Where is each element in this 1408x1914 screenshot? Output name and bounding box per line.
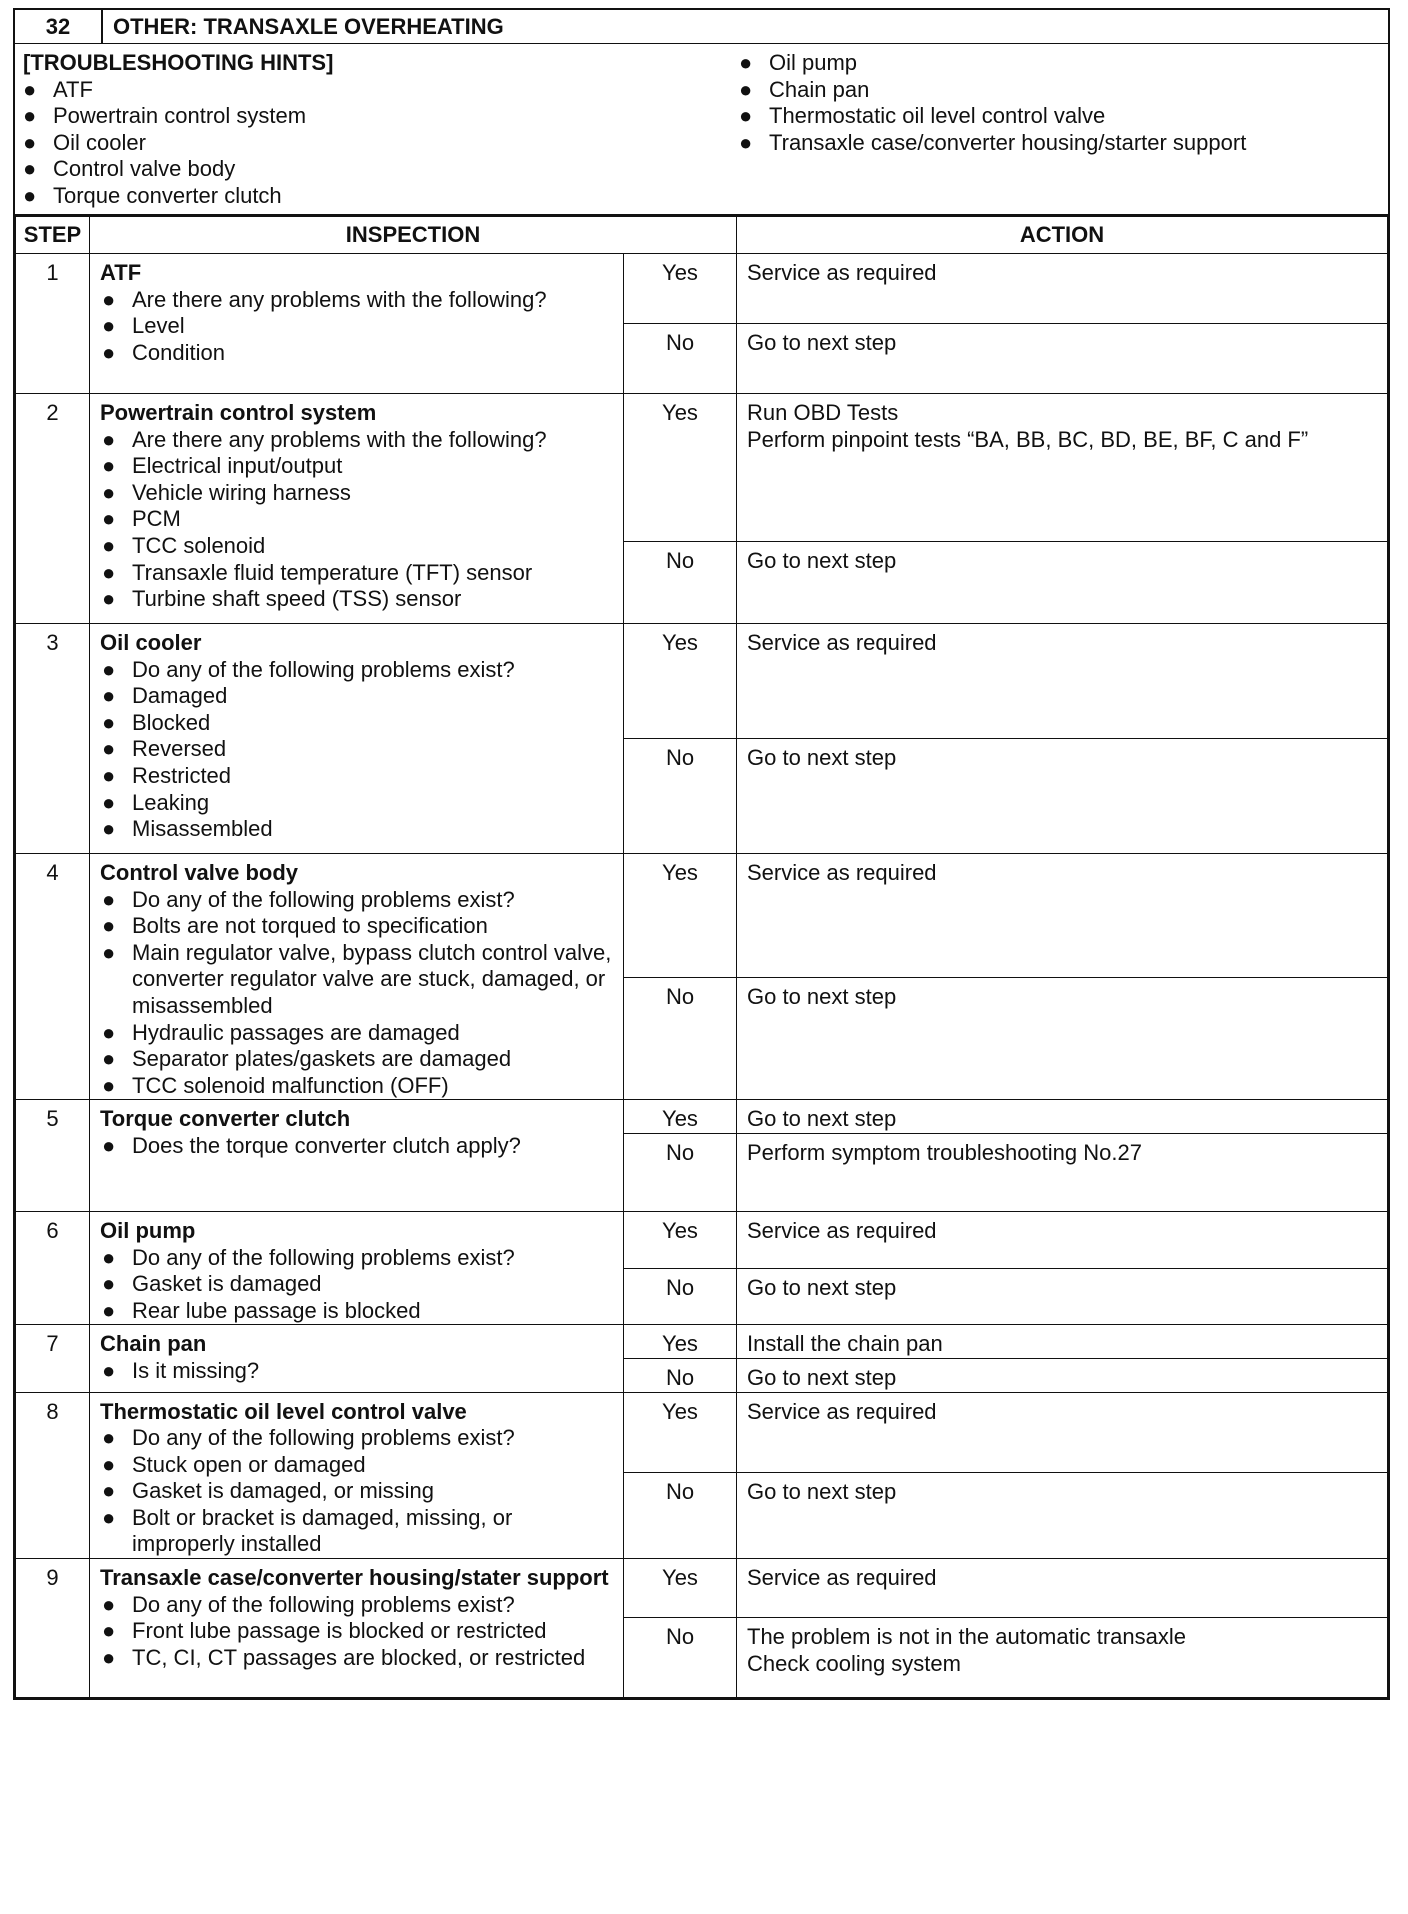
inspection-item bbox=[100, 1298, 615, 1325]
hint-item-text: Oil cooler bbox=[53, 129, 146, 155]
no-label: No bbox=[624, 739, 737, 854]
hint-item-text: Oil pump bbox=[769, 50, 858, 75]
no-action bbox=[737, 1618, 1388, 1698]
inspection-item-text: Level bbox=[132, 313, 185, 339]
step-title: Transaxle case/converter housing/stater support bbox=[100, 1565, 609, 1591]
no-action bbox=[737, 1268, 1388, 1325]
bullet-icon: ● bbox=[23, 156, 37, 181]
action-line: Service as required bbox=[747, 860, 937, 885]
step-number: 3 bbox=[16, 624, 90, 854]
steps-table-wrapper bbox=[13, 216, 1390, 1700]
inspection-item-text: Restricted bbox=[132, 762, 232, 788]
inspection-item bbox=[100, 710, 615, 737]
no-label: No bbox=[624, 978, 737, 1100]
bullet-icon: ● bbox=[102, 339, 116, 365]
bullet-icon: ● bbox=[102, 1072, 116, 1098]
bullet-icon: ● bbox=[102, 559, 116, 585]
yes-action bbox=[737, 854, 1388, 978]
yes-label: Yes bbox=[624, 624, 737, 739]
inspection-item-text: Are there any problems with the following? bbox=[132, 426, 547, 452]
step-inspection bbox=[90, 1325, 624, 1392]
step-inspection bbox=[90, 624, 624, 854]
inspection-item-text: Gasket is damaged bbox=[132, 1271, 322, 1297]
yes-action bbox=[737, 1559, 1388, 1618]
bullet-icon: ● bbox=[102, 286, 116, 312]
action-line: Perform symptom troubleshooting No.27 bbox=[747, 1139, 1142, 1165]
yes-label: Yes bbox=[624, 254, 737, 324]
hint-item-text: Control valve body bbox=[53, 156, 236, 181]
hint-item bbox=[739, 77, 1380, 104]
inspection-item-text: Transaxle fluid temperature (TFT) sensor bbox=[132, 559, 533, 585]
column-header-step: STEP bbox=[16, 217, 90, 254]
step-number: 2 bbox=[16, 394, 90, 624]
inspection-item bbox=[100, 1505, 615, 1558]
step-number: 7 bbox=[16, 1325, 90, 1392]
yes-action bbox=[737, 624, 1388, 739]
hint-item bbox=[23, 77, 739, 104]
inspection-item-text: Rear lube passage is blocked bbox=[132, 1297, 421, 1323]
inspection-item bbox=[100, 480, 615, 507]
yes-label: Yes bbox=[624, 394, 737, 542]
inspection-item bbox=[100, 736, 615, 763]
step-row-yes bbox=[16, 1559, 1388, 1618]
bullet-icon: ● bbox=[102, 1046, 116, 1072]
hints-right-column bbox=[739, 50, 1380, 209]
hint-item-text: Chain pan bbox=[769, 76, 870, 102]
step-inspection bbox=[90, 254, 624, 394]
step-title: Torque converter clutch bbox=[100, 1106, 351, 1132]
column-header-inspection: INSPECTION bbox=[90, 217, 737, 254]
step-number: 9 bbox=[16, 1559, 90, 1698]
bullet-icon: ● bbox=[102, 1591, 116, 1617]
inspection-item-text: Reversed bbox=[132, 736, 227, 762]
inspection-item-text: Bolts are not torqued to specification bbox=[132, 913, 488, 939]
bullet-icon: ● bbox=[102, 1504, 116, 1530]
inspection-item bbox=[100, 340, 615, 367]
bullet-icon: ● bbox=[102, 939, 116, 965]
inspection-item bbox=[100, 506, 615, 533]
bullet-icon: ● bbox=[102, 1357, 116, 1383]
inspection-item bbox=[100, 683, 615, 710]
bullet-icon: ● bbox=[102, 683, 116, 709]
step-row-yes bbox=[16, 254, 1388, 324]
inspection-item-text: Is it missing? bbox=[132, 1357, 260, 1383]
step-title: Oil cooler bbox=[100, 630, 202, 655]
no-action bbox=[737, 324, 1388, 394]
bullet-icon: ● bbox=[102, 1132, 116, 1158]
inspection-item-text: Do any of the following problems exist? bbox=[132, 1591, 515, 1617]
step-number: 1 bbox=[16, 254, 90, 394]
bullet-icon: ● bbox=[102, 506, 116, 532]
step-row-yes bbox=[16, 1211, 1388, 1268]
inspection-item-text: Does the torque converter clutch apply? bbox=[132, 1132, 521, 1158]
inspection-item-text: Separator plates/gaskets are damaged bbox=[132, 1046, 512, 1072]
inspection-item-text: Condition bbox=[132, 339, 225, 365]
bullet-icon: ● bbox=[102, 789, 116, 815]
action-line: Service as required bbox=[747, 1565, 937, 1591]
no-action bbox=[737, 1473, 1388, 1559]
action-line: Go to next step bbox=[747, 745, 897, 770]
hint-item bbox=[23, 103, 739, 130]
step-inspection bbox=[90, 854, 624, 1100]
no-action bbox=[737, 739, 1388, 854]
inspection-item bbox=[100, 1592, 615, 1619]
document-header bbox=[13, 8, 1390, 44]
hint-item-text: Powertrain control system bbox=[53, 103, 307, 128]
step-row-yes bbox=[16, 1100, 1388, 1134]
inspection-item-text: Do any of the following problems exist? bbox=[132, 886, 515, 912]
step-number: 6 bbox=[16, 1211, 90, 1324]
inspection-item-text: Stuck open or damaged bbox=[132, 1451, 366, 1477]
action-line: Go to next step bbox=[747, 1479, 897, 1505]
step-inspection bbox=[90, 1211, 624, 1324]
step-row-yes bbox=[16, 394, 1388, 542]
hints-left-column bbox=[23, 77, 739, 210]
bullet-icon: ● bbox=[102, 1618, 116, 1644]
inspection-item-text: Do any of the following problems exist? bbox=[132, 1425, 515, 1451]
bullet-icon: ● bbox=[102, 1297, 116, 1323]
bullet-icon: ● bbox=[102, 1451, 116, 1477]
no-action bbox=[737, 978, 1388, 1100]
yes-label: Yes bbox=[624, 1100, 737, 1134]
inspection-item bbox=[100, 1073, 615, 1100]
bullet-icon: ● bbox=[102, 816, 116, 842]
inspection-item bbox=[100, 887, 615, 914]
bullet-icon: ● bbox=[739, 129, 753, 155]
hint-item bbox=[23, 130, 739, 157]
inspection-item bbox=[100, 763, 615, 790]
hint-item-text: Torque converter clutch bbox=[53, 182, 282, 208]
yes-label: Yes bbox=[624, 854, 737, 978]
hints-title: [TROUBLESHOOTING HINTS] bbox=[23, 50, 334, 75]
inspection-item-text: PCM bbox=[132, 506, 181, 532]
bullet-icon: ● bbox=[23, 76, 37, 102]
step-row-yes bbox=[16, 854, 1388, 978]
inspection-item-text: Turbine shaft speed (TSS) sensor bbox=[132, 586, 462, 612]
inspection-item-text: Leaking bbox=[132, 789, 210, 815]
bullet-icon: ● bbox=[102, 426, 116, 452]
bullet-icon: ● bbox=[739, 50, 753, 75]
action-line: Go to next step bbox=[747, 1106, 897, 1132]
action-line: Service as required bbox=[747, 630, 937, 655]
bullet-icon: ● bbox=[102, 1478, 116, 1504]
hint-item bbox=[23, 183, 739, 210]
inspection-item-text: Gasket is damaged, or missing bbox=[132, 1478, 435, 1504]
yes-action bbox=[737, 1325, 1388, 1359]
step-title: Oil pump bbox=[100, 1217, 196, 1243]
inspection-item bbox=[100, 1618, 615, 1645]
inspection-item bbox=[100, 560, 615, 587]
hint-item-text: Thermostatic oil level control valve bbox=[769, 103, 1106, 128]
inspection-item bbox=[100, 453, 615, 480]
inspection-item bbox=[100, 657, 615, 684]
bullet-icon: ● bbox=[102, 1271, 116, 1297]
action-line: Service as required bbox=[747, 260, 937, 285]
no-action bbox=[737, 1133, 1388, 1211]
bullet-icon: ● bbox=[102, 709, 116, 735]
no-label: No bbox=[624, 324, 737, 394]
bullet-icon: ● bbox=[739, 103, 753, 128]
bullet-icon: ● bbox=[102, 586, 116, 612]
no-label: No bbox=[624, 1358, 737, 1392]
bullet-icon: ● bbox=[739, 76, 753, 102]
step-inspection bbox=[90, 1559, 624, 1698]
bullet-icon: ● bbox=[102, 453, 116, 479]
no-action bbox=[737, 1358, 1388, 1392]
no-label: No bbox=[624, 1268, 737, 1325]
troubleshooting-document bbox=[13, 8, 1390, 1904]
bullet-icon: ● bbox=[102, 913, 116, 939]
inspection-item-text: Electrical input/output bbox=[132, 453, 343, 479]
no-label: No bbox=[624, 1133, 737, 1211]
yes-action bbox=[737, 1211, 1388, 1268]
inspection-item-text: Do any of the following problems exist? bbox=[132, 1244, 515, 1270]
yes-action bbox=[737, 1392, 1388, 1473]
step-number: 8 bbox=[16, 1392, 90, 1559]
step-title: Chain pan bbox=[100, 1331, 207, 1357]
bullet-icon: ● bbox=[102, 1425, 116, 1451]
step-number: 5 bbox=[16, 1100, 90, 1212]
step-row-yes bbox=[16, 624, 1388, 739]
inspection-item bbox=[100, 913, 615, 940]
inspection-item bbox=[100, 1271, 615, 1298]
inspection-item bbox=[100, 427, 615, 454]
no-action bbox=[737, 542, 1388, 624]
bullet-icon: ● bbox=[23, 129, 37, 155]
inspection-item bbox=[100, 940, 615, 1020]
inspection-item bbox=[100, 1452, 615, 1479]
hint-item bbox=[23, 156, 739, 183]
bullet-icon: ● bbox=[102, 1644, 116, 1670]
step-title: Powertrain control system bbox=[100, 400, 377, 425]
bullet-icon: ● bbox=[102, 656, 116, 682]
action-line: Perform pinpoint tests “BA, BB, BC, BD, BE, BF, C and F” bbox=[747, 426, 1309, 452]
yes-action bbox=[737, 394, 1388, 542]
inspection-item bbox=[100, 1358, 615, 1385]
action-line: Go to next step bbox=[747, 1274, 897, 1300]
yes-action bbox=[737, 1100, 1388, 1134]
action-line: Service as required bbox=[747, 1217, 937, 1243]
inspection-item bbox=[100, 1133, 615, 1160]
yes-label: Yes bbox=[624, 1559, 737, 1618]
inspection-item bbox=[100, 313, 615, 340]
action-line: Run OBD Tests bbox=[747, 400, 899, 425]
inspection-item-text: Front lube passage is blocked or restricted bbox=[132, 1618, 547, 1644]
symptom-number: 32 bbox=[15, 10, 103, 43]
step-inspection bbox=[90, 1392, 624, 1559]
steps-table bbox=[15, 216, 1388, 1698]
action-line: The problem is not in the automatic transaxle bbox=[747, 1624, 1187, 1650]
inspection-item-text: Bolt or bracket is damaged, missing, or improperly installed bbox=[132, 1504, 513, 1557]
inspection-item bbox=[100, 816, 615, 843]
bullet-icon: ● bbox=[102, 762, 116, 788]
inspection-item bbox=[100, 790, 615, 817]
action-line: Go to next step bbox=[747, 330, 897, 355]
no-label: No bbox=[624, 1473, 737, 1559]
step-inspection bbox=[90, 1100, 624, 1212]
bullet-icon: ● bbox=[102, 1244, 116, 1270]
hint-item-text: ATF bbox=[53, 76, 93, 102]
symptom-title: OTHER: TRANSAXLE OVERHEATING bbox=[113, 13, 504, 39]
action-line: Install the chain pan bbox=[747, 1331, 943, 1357]
action-line: Check cooling system bbox=[747, 1650, 961, 1676]
inspection-item-text: Main regulator valve, bypass clutch control valve, converter regulator valve are stuck, damaged, or misassembled bbox=[132, 939, 612, 1018]
inspection-item-text: TC, CI, CT passages are blocked, or restricted bbox=[132, 1644, 586, 1670]
inspection-item bbox=[100, 1046, 615, 1073]
step-row-yes bbox=[16, 1392, 1388, 1473]
step-title: Thermostatic oil level control valve bbox=[100, 1398, 467, 1424]
hint-item-text: Transaxle case/converter housing/starter support bbox=[769, 129, 1247, 155]
inspection-item-text: Misassembled bbox=[132, 816, 273, 842]
bullet-icon: ● bbox=[102, 886, 116, 912]
hint-item bbox=[739, 50, 1380, 77]
no-label: No bbox=[624, 1618, 737, 1698]
bullet-icon: ● bbox=[23, 103, 37, 128]
hint-item bbox=[739, 103, 1380, 130]
inspection-item bbox=[100, 1645, 615, 1672]
inspection-item-text: Blocked bbox=[132, 709, 211, 735]
bullet-icon: ● bbox=[102, 1019, 116, 1045]
step-inspection bbox=[90, 394, 624, 624]
action-line: Go to next step bbox=[747, 548, 897, 573]
inspection-item bbox=[100, 1245, 615, 1272]
action-line: Service as required bbox=[747, 1398, 937, 1424]
step-number: 4 bbox=[16, 854, 90, 1100]
table-header-row bbox=[16, 217, 1388, 254]
inspection-item-text: Damaged bbox=[132, 683, 228, 709]
yes-action bbox=[737, 254, 1388, 324]
inspection-item-text: TCC solenoid malfunction (OFF) bbox=[132, 1072, 449, 1098]
bullet-icon: ● bbox=[23, 182, 37, 208]
hint-item bbox=[739, 130, 1380, 157]
troubleshooting-hints bbox=[13, 44, 1390, 216]
inspection-item bbox=[100, 586, 615, 613]
bullet-icon: ● bbox=[102, 313, 116, 339]
yes-label: Yes bbox=[624, 1392, 737, 1473]
inspection-item bbox=[100, 533, 615, 560]
inspection-item-text: Hydraulic passages are damaged bbox=[132, 1019, 460, 1045]
no-label: No bbox=[624, 542, 737, 624]
inspection-item bbox=[100, 1425, 615, 1452]
inspection-item bbox=[100, 1020, 615, 1047]
bullet-icon: ● bbox=[102, 532, 116, 558]
action-line: Go to next step bbox=[747, 984, 897, 1010]
step-row-yes bbox=[16, 1325, 1388, 1359]
inspection-item-text: Are there any problems with the following? bbox=[132, 286, 547, 312]
inspection-item bbox=[100, 287, 615, 314]
action-line: Go to next step bbox=[747, 1364, 897, 1390]
step-title: ATF bbox=[100, 260, 142, 285]
inspection-item bbox=[100, 1478, 615, 1505]
column-header-action: ACTION bbox=[737, 217, 1388, 254]
bullet-icon: ● bbox=[102, 479, 116, 505]
inspection-item-text: TCC solenoid bbox=[132, 532, 266, 558]
yes-label: Yes bbox=[624, 1325, 737, 1359]
step-title: Control valve body bbox=[100, 860, 299, 885]
yes-label: Yes bbox=[624, 1211, 737, 1268]
inspection-item-text: Do any of the following problems exist? bbox=[132, 656, 515, 682]
inspection-item-text: Vehicle wiring harness bbox=[132, 479, 351, 505]
bullet-icon: ● bbox=[102, 736, 116, 762]
